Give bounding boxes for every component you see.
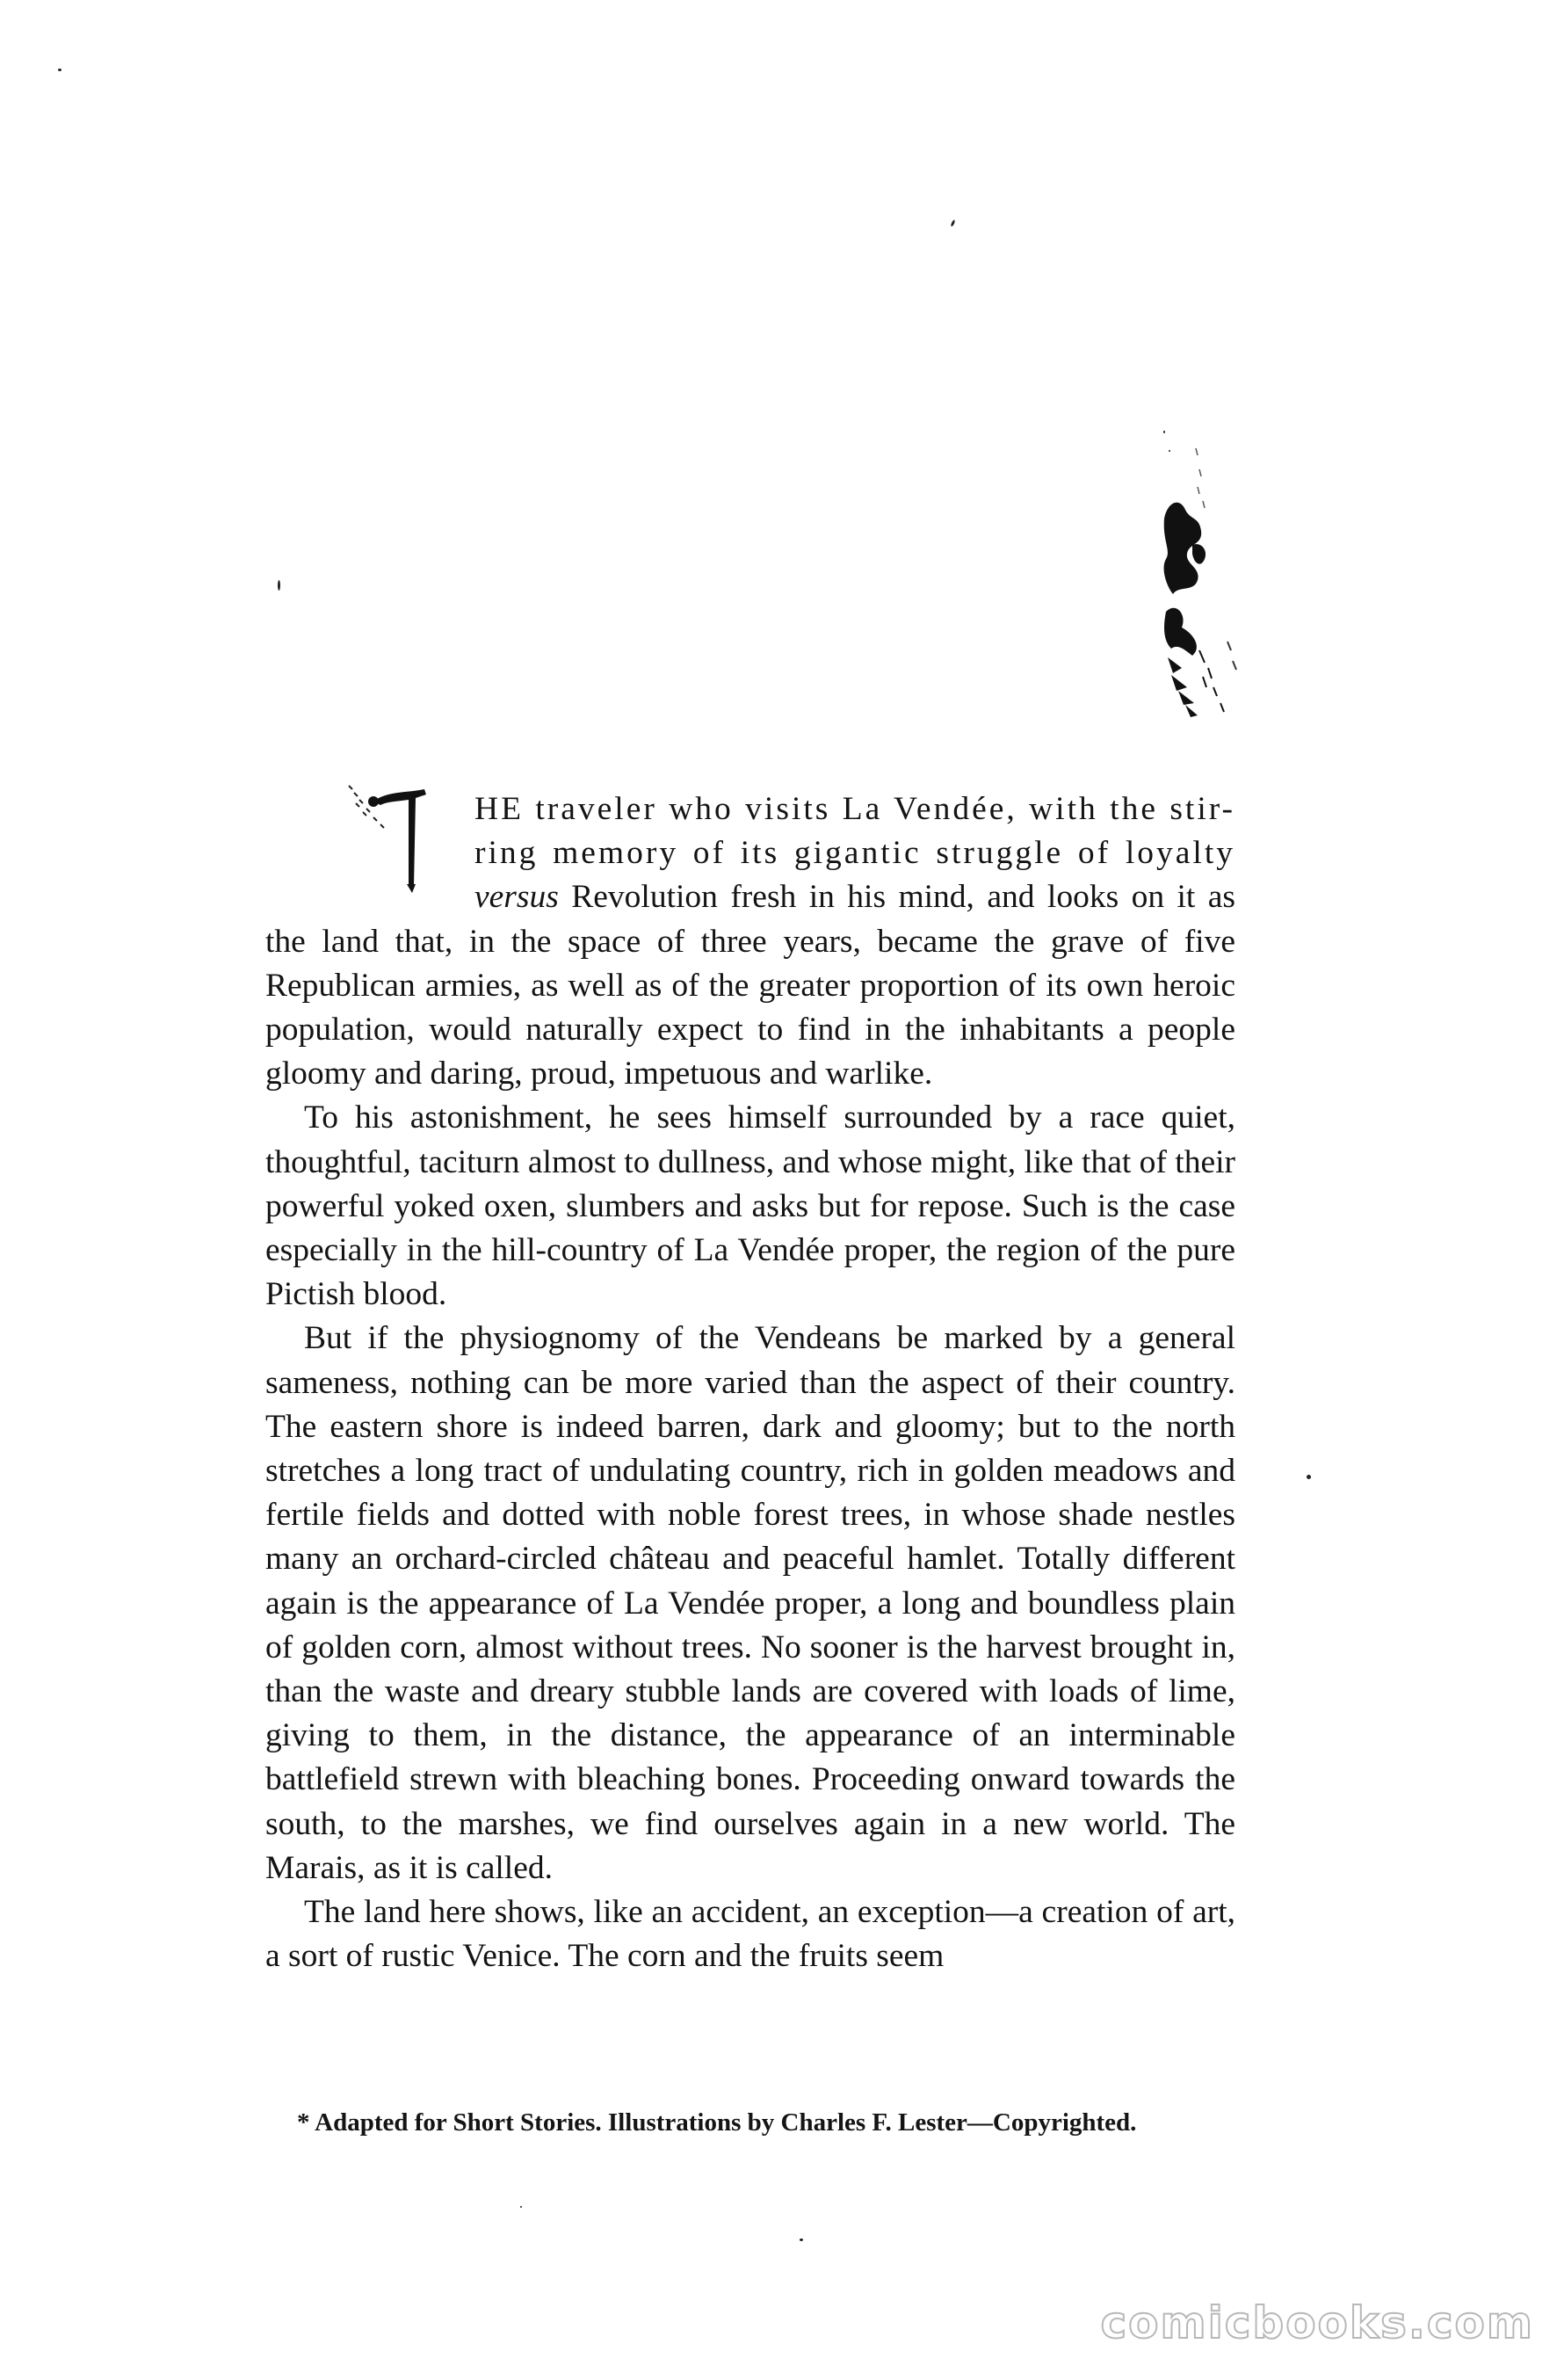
print-speck <box>1307 1475 1311 1479</box>
drop-cap-space <box>265 787 474 918</box>
paragraph-italic-word: versus <box>474 879 559 916</box>
print-speck <box>520 2206 522 2208</box>
print-speck <box>278 580 280 591</box>
article-body <box>265 787 1235 1978</box>
footnote: * Adapted for Short Stories. Illustrations by Charles F. Lester—Copyrighted. <box>297 2108 1137 2137</box>
paragraph-lead-text: HE traveler who visits La Vendée, with the stir-ring memory of its gigantic struggle of loyalty <box>474 791 1235 872</box>
ink-illustration-fragment-icon <box>1147 413 1252 729</box>
watermark: comicbooks.com <box>1100 2297 1534 2348</box>
paragraph: The land here shows, like an accident, an exception—a creation of art, a sort of rustic Venice. The corn and the fruits seem <box>265 1894 1235 1975</box>
paragraph <box>265 787 1235 1096</box>
paragraph: To his astonishment, he sees himself surrounded by a race quiet, thoughtful, taciturn almost to dullness, and whose might, like that of their powerful yoked oxen, slumbers and asks but for repose. Such is the case especially in the hill-country of La Vendée proper, the region of the pure Pictish blood. <box>265 1099 1235 1313</box>
paragraph-text: Revolution fresh in his mind, and looks on it as the land that, in the space of three years, became the grave of five Republican armies, as well as of the greater proportion of its own heroic population, would naturally expect to find in the inhabitants a people gloomy and daring, proud, impetuous and warlike. <box>265 879 1235 1092</box>
print-speck <box>58 69 62 71</box>
print-speck <box>800 2239 803 2241</box>
paragraph: But if the physiognomy of the Vendeans be marked by a general sameness, nothing can be more varied than the aspect of their country. The eastern shore is indeed barren, dark and gloomy; but to the north stretches a long tract of undulating country, rich in golden meadows and fertile fields and dotted with noble forest trees, in whose shade nestles many an orchard-circled château and peaceful hamlet. Totally different again is the appearance of La Vendée proper, a long and boundless plain of golden corn, almost without trees. No sooner is the harvest brought in, than the waste and dreary stubble lands are covered with loads of lime, giving to them, in the distance, the appearance of an interminable battlefield strewn with bleaching bones. Proceeding onward towards the south, to the marshes, we find ourselves again in a new world. The Marais, as it is called. <box>265 1320 1235 1886</box>
print-speck <box>950 220 955 228</box>
